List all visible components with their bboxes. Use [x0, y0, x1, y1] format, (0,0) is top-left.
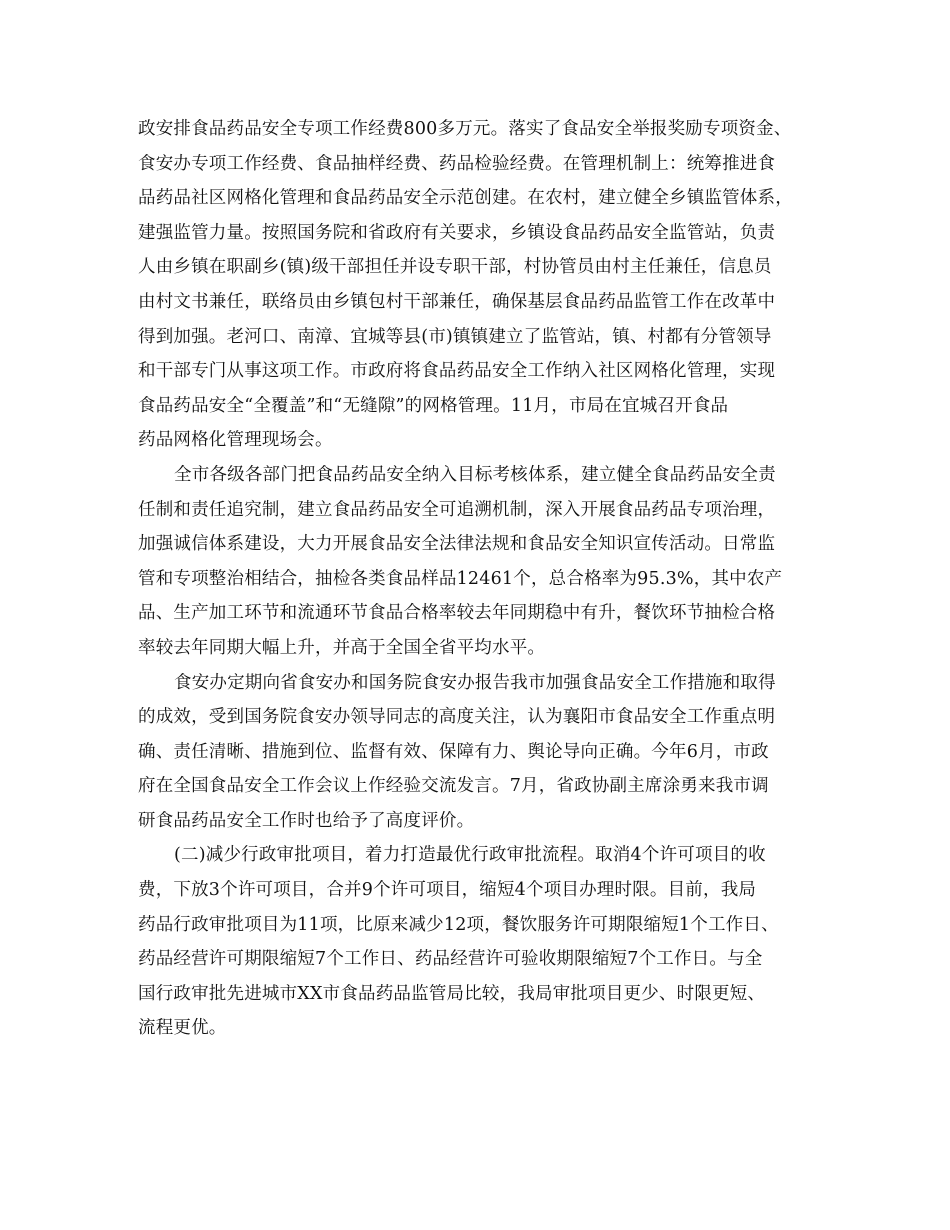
text-line: 食品药品安全“全覆盖”和“无缝隙”的网格管理。11月，市局在宜城召开食品: [138, 395, 729, 416]
text-line: 的成效，受到国务院食安办领导同志的高度关注，认为襄阳市食品安全工作重点明: [138, 707, 776, 728]
text-line: 建强监管力量。按照国务院和省政府有关要求，乡镇设食品药品安全监管站，负责: [138, 222, 776, 243]
text-line: 率较去年同期大幅上升，并高于全国全省平均水平。: [138, 637, 546, 658]
body-text: [138, 112, 818, 1046]
text-line: 加强诚信体系建设，大力开展食品安全法律法规和食品安全知识宣传活动。日常监: [138, 534, 776, 555]
text-line: 流程更优。: [138, 1018, 227, 1039]
text-line: 药品经营许可期限缩短7个工作日、药品经营许可验收期限缩短7个工作日。与全: [138, 949, 763, 970]
text-line: 人由乡镇在职副乡(镇)级干部担任并设专职干部，村协管员由村主任兼任，信息员: [138, 257, 772, 278]
text-line: 政安排食品药品安全专项工作经费800多万元。落实了食品安全举报奖励专项资金、: [138, 119, 792, 139]
text-line: 费，下放3个许可项目，合并9个许可项目，缩短4个项目办理时限。目前，我局: [138, 880, 757, 901]
paragraph-start-line: 全市各级各部门把食品药品安全纳入目标考核体系，建立健全食品药品安全责: [174, 464, 776, 485]
text-line: 任制和责任追究制，建立食品药品安全可追溯机制，深入开展食品药品专项治理，: [138, 499, 776, 520]
text-line: 得到加强。老河口、南漳、宜城等县(市)镇镇建立了监管站，镇、村都有分管领导: [138, 326, 772, 347]
text-line: 管和专项整治相结合，抽检各类食品样品12461个，总合格率为95.3%，其中农产: [138, 568, 783, 589]
text-line: 食安办专项工作经费、食品抽样经费、药品检验经费。在管理机制上：统筹推进食: [138, 153, 776, 174]
text-line: 药品网格化管理现场会。: [138, 430, 333, 451]
text-line: 药品行政审批项目为11项，比原来减少12项，餐饮服务许可期限缩短1个工作日、: [138, 914, 779, 935]
text-line: 府在全国食品安全工作会议上作经验交流发言。7月，省政协副主席涂勇来我市调: [138, 776, 769, 797]
text-line: 由村文书兼任，联络员由乡镇包村干部兼任，确保基层食品药品监管工作在改革中: [138, 291, 776, 312]
text-line: 品、生产加工环节和流通环节食品合格率较去年同期稳中有升，餐饮环节抽检合格: [138, 603, 776, 624]
text-line: 研食品药品安全工作时也给予了高度评价。: [138, 810, 475, 831]
paragraph-start-line: (二)减少行政审批项目，着力打造最优行政审批流程。取消4个许可项目的收: [174, 845, 766, 866]
text-line: 国行政审批先进城市XX市食品药品监管局比较，我局审批项目更少、时限更短、: [138, 983, 766, 1004]
text-line: 确、责任清晰、措施到位、监督有效、保障有力、舆论导向正确。今年6月，市政: [138, 741, 769, 762]
paragraph-start-line: 食安办定期向省食安办和国务院食安办报告我市加强食品安全工作措施和取得: [174, 672, 776, 693]
text-line: 和干部专门从事这项工作。市政府将食品药品安全工作纳入社区网格化管理，实现: [138, 361, 776, 382]
text-line: 品药品社区网格化管理和食品药品安全示范创建。在农村，建立健全乡镇监管体系，: [138, 188, 793, 209]
